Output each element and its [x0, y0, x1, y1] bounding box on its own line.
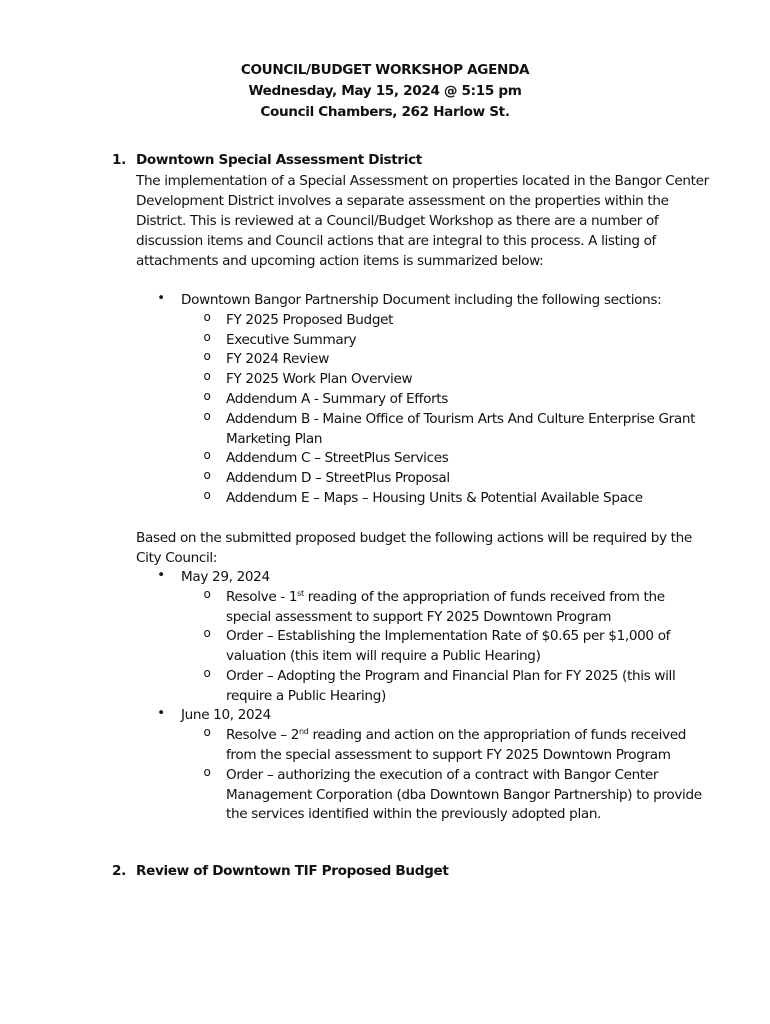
document-section-item: FY 2025 Work Plan Overview	[226, 371, 413, 387]
sub-bullet-icon: o	[203, 626, 211, 640]
document-section-item: Addendum C – StreetPlus Services	[226, 450, 449, 466]
section-2-number: 2.	[112, 863, 126, 879]
section-1-intro	[136, 171, 709, 271]
sub-bullet-icon: o	[203, 409, 211, 423]
action-item-order-cont: the services identified within the previously adopted plan.	[226, 806, 602, 822]
intro-line: The implementation of a Special Assessment on properties located in the Bangor Center	[136, 173, 709, 189]
sub-bullet-icon: o	[203, 389, 211, 403]
document-section-item: FY 2025 Proposed Budget	[226, 312, 394, 328]
intro-line: District. This is reviewed at a Council/Budget Workshop as there are a number of	[136, 213, 659, 229]
ordinal-suffix: st	[297, 589, 304, 598]
sub-bullet-icon: o	[203, 488, 211, 502]
document-section-item-cont: Marketing Plan	[226, 431, 323, 447]
action-item-resolve	[226, 587, 665, 607]
sub-bullet-icon: o	[203, 725, 211, 739]
action-item-resolve-cont: from the special assessment to support FY 2025 Downtown Program	[226, 747, 671, 763]
sub-bullet-icon: o	[203, 369, 211, 383]
sub-bullet-icon: o	[203, 330, 211, 344]
document-section-item: FY 2024 Review	[226, 351, 329, 367]
action-item-order: Order – authorizing the execution of a contract with Bangor Center	[226, 767, 659, 783]
action-item-order: Order – Establishing the Implementation Rate of $0.65 per $1,000 of	[226, 628, 671, 644]
section-1-number: 1.	[112, 152, 126, 168]
ordinal-suffix: nd	[299, 727, 309, 736]
action-date-2: June 10, 2024	[181, 707, 271, 723]
resolve-text: Resolve – 2	[226, 727, 300, 743]
sub-bullet-icon: o	[203, 765, 211, 779]
action-item-order-cont: valuation (this item will require a Public Hearing)	[226, 648, 541, 664]
intro-line: discussion items and Council actions that are integral to this process. A listing of	[136, 233, 656, 249]
meeting-date: Wednesday, May 15, 2024 @ 5:15 pm	[248, 83, 522, 99]
resolve-text: Resolve - 1	[226, 589, 298, 605]
action-item-order-cont: Management Corporation (dba Downtown Bangor Partnership) to provide	[226, 787, 702, 803]
intro-line: Development District involves a separate assessment on the properties within the	[136, 193, 669, 209]
document-section-item: Addendum B - Maine Office of Tourism Arts And Culture Enterprise Grant	[226, 411, 696, 427]
action-item-resolve	[226, 725, 686, 745]
meeting-location: Council Chambers, 262 Harlow St.	[260, 104, 510, 120]
resolve-text-cont: reading of the appropriation of funds received from the	[303, 589, 665, 605]
intro-line: attachments and upcoming action items is summarized below:	[136, 253, 544, 269]
document-section-item: Addendum D – StreetPlus Proposal	[226, 470, 450, 486]
actions-intro	[136, 528, 696, 568]
sub-bullet-icon: o	[203, 666, 211, 680]
document-bullet-text: Downtown Bangor Partnership Document including the following sections:	[181, 292, 662, 308]
document-section-item: Addendum E – Maps – Housing Units & Potential Available Space	[226, 490, 643, 506]
action-item-order: Order – Adopting the Program and Financial Plan for FY 2025 (this will	[226, 668, 676, 684]
sub-bullet-icon: o	[203, 468, 211, 482]
actions-intro-line: City Council:	[136, 550, 218, 566]
agenda-title: COUNCIL/BUDGET WORKSHOP AGENDA	[240, 62, 530, 78]
document-section-item: Addendum A - Summary of Efforts	[226, 391, 449, 407]
bullet-icon: •	[157, 567, 165, 583]
resolve-text-cont: reading and action on the appropriation of funds received	[308, 727, 687, 743]
bullet-icon: •	[157, 290, 165, 306]
sub-bullet-icon: o	[203, 310, 211, 324]
agenda-header	[0, 60, 770, 123]
action-item-order-cont: require a Public Hearing)	[226, 688, 386, 704]
action-date-1: May 29, 2024	[181, 569, 270, 585]
bullet-icon: •	[157, 705, 165, 721]
sub-bullet-icon: o	[203, 349, 211, 363]
section-1-title: Downtown Special Assessment District	[136, 152, 422, 168]
section-2-title: Review of Downtown TIF Proposed Budget	[136, 863, 449, 879]
sub-bullet-icon: o	[203, 587, 211, 601]
sub-bullet-icon: o	[203, 448, 211, 462]
actions-intro-line: Based on the submitted proposed budget the following actions will be required by the	[136, 530, 692, 546]
action-item-resolve-cont: special assessment to support FY 2025 Downtown Program	[226, 609, 612, 625]
document-section-item: Executive Summary	[226, 332, 357, 348]
